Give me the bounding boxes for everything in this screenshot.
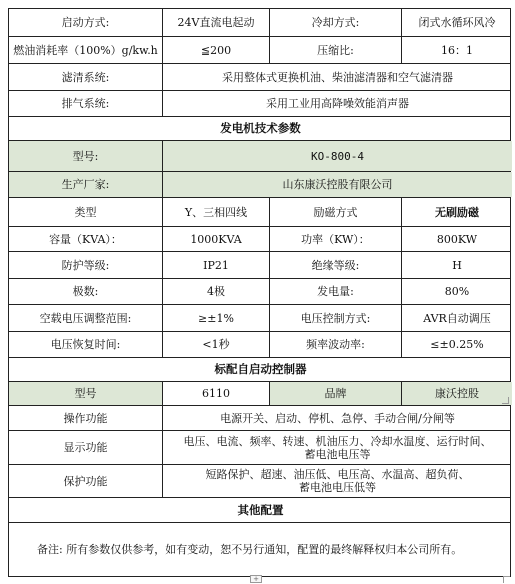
cell-label: 容量（KVA）： xyxy=(49,232,122,246)
cell-label: 空载电压调整范围: xyxy=(39,311,132,325)
cell-value: 24V直流电起动 xyxy=(162,9,269,36)
cell-value: ≥±1% xyxy=(162,305,269,331)
section-header xyxy=(8,498,511,523)
table-row xyxy=(8,37,511,64)
section-title: 标配自启动控制器 xyxy=(214,362,307,376)
table-row xyxy=(8,431,511,465)
cell-value: 康沃控股 xyxy=(401,382,512,405)
cell-value xyxy=(162,431,512,464)
section-title: 发电机技术参数 xyxy=(220,121,301,135)
cell-label: 绝缘等级: xyxy=(269,252,401,278)
cell-label: 功率（KW）： xyxy=(269,227,401,251)
cell-label: 电压控制方式: xyxy=(269,305,401,331)
cell-line: 电压、电流、频率、转速、机油压力、冷却水温度、运行时间、 xyxy=(183,434,492,448)
table-row xyxy=(8,91,511,117)
table-resize-handle[interactable]: + xyxy=(250,575,262,583)
cell-value: 无刷励磁 xyxy=(401,198,512,226)
table-row xyxy=(8,172,511,198)
table-row xyxy=(8,279,511,305)
section-header xyxy=(8,358,511,382)
cell-value: 采用工业用高降噪效能消声器 xyxy=(162,91,512,116)
cell-line: 蓄电池电压等 xyxy=(304,447,371,461)
cell-value: 16：1 xyxy=(401,37,512,63)
cell-label: 励磁方式 xyxy=(269,198,401,226)
cell-label: 型号 xyxy=(9,382,162,405)
cell-label: 生产厂家: xyxy=(9,172,162,197)
table-row xyxy=(8,252,511,279)
corner-mark-icon xyxy=(502,397,509,404)
section-title: 其他配置 xyxy=(237,502,284,517)
cell-value: 闭式水循环风冷 xyxy=(401,9,512,36)
cell-label: 极数: xyxy=(72,285,99,298)
cell-label: 显示功能 xyxy=(63,441,108,454)
table-row xyxy=(8,332,511,358)
cell-label: 类型 xyxy=(74,205,97,219)
cell-label: 电压恢复时间: xyxy=(50,338,121,351)
cell-label: 型号: xyxy=(9,141,162,171)
cell-value: 4极 xyxy=(162,279,269,304)
cell-value: 80% xyxy=(401,279,512,304)
remark-text: 备注: 所有参数仅供参考，如有变动，恕不另行通知，配置的最终解释权归本公司所有。 xyxy=(37,543,463,556)
table-row xyxy=(8,8,511,37)
cell-label: 启动方式: xyxy=(61,16,110,29)
table-row xyxy=(8,465,511,498)
cell-label: 冷却方式: xyxy=(269,9,401,36)
table-row xyxy=(8,198,511,227)
cell-label: 操作功能 xyxy=(63,411,108,425)
cell-value: Y、三相四线 xyxy=(162,198,269,226)
cell-value: IP21 xyxy=(162,252,269,278)
cell-value: 采用整体式更换机油、柴油滤清器和空气滤清器 xyxy=(162,64,512,90)
table-row xyxy=(8,64,511,91)
cell-label: 保护功能 xyxy=(63,474,108,488)
cell-label: 发电量: xyxy=(269,279,401,304)
table-row xyxy=(8,406,511,431)
cell-value xyxy=(162,465,512,497)
cell-value: <1秒 xyxy=(162,332,269,357)
cell-label: 燃油消耗率（100%）g/kw.h xyxy=(13,43,158,57)
cell-label: 频率波动率: xyxy=(269,332,401,357)
section-header xyxy=(8,117,511,141)
spec-table xyxy=(8,8,511,577)
table-row xyxy=(8,382,511,406)
cell-line: 蓄电池电压低等 xyxy=(299,481,376,494)
cell-label: 滤清系统: xyxy=(61,70,110,84)
table-row xyxy=(8,141,511,172)
cell-value: 电源开关、启动、停机、急停、手动合闸/分闸等 xyxy=(162,406,512,430)
cell-label: 防护等级: xyxy=(61,258,110,272)
cell-value: 800KW xyxy=(401,227,512,251)
table-row xyxy=(8,227,511,252)
cell-label: 排气系统: xyxy=(61,97,110,110)
cell-value: ≤±0.25% xyxy=(401,332,512,357)
cell-value: 6110 xyxy=(162,382,269,405)
cell-value: 1000KVA xyxy=(162,227,269,251)
cell-value: H xyxy=(401,252,512,278)
cell-line: 短路保护、超速、油压低、电压高、水温高、超负荷、 xyxy=(205,468,470,481)
cell-value: ≦200 xyxy=(162,37,269,63)
cell-value: AVR自动调压 xyxy=(401,305,512,331)
table-row xyxy=(8,305,511,332)
corner-mark-icon xyxy=(503,576,510,583)
cell-label: 压缩比: xyxy=(269,37,401,63)
table-row xyxy=(8,523,511,577)
cell-label: 品牌 xyxy=(269,382,401,405)
cell-value: KO-800-4 xyxy=(162,141,512,171)
cell-value: 山东康沃控股有限公司 xyxy=(162,172,512,197)
